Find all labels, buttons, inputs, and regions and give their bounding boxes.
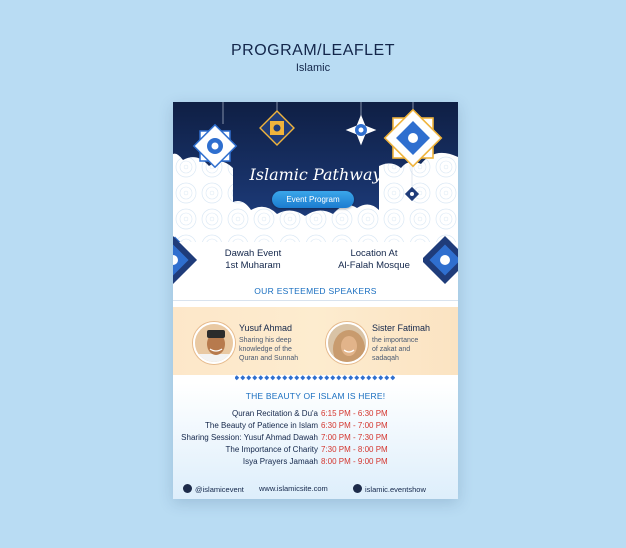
dot-ornament	[282, 375, 287, 380]
speaker-desc-line: Quran and Sunnah	[239, 355, 299, 362]
dot-border	[235, 375, 395, 381]
speaker-desc-line: of zakat and	[372, 346, 411, 353]
dot-ornament	[276, 375, 281, 380]
dot-ornament	[348, 375, 353, 380]
program-event: Sharing Session: Yusuf Ahmad Dawah	[181, 433, 318, 442]
event-program-pill: Event Program	[272, 191, 354, 208]
speaker-photo	[195, 324, 235, 364]
location-info	[319, 248, 429, 272]
star-ornament-icon	[173, 230, 199, 290]
program-event: Quran Recitation & Du'a	[231, 409, 318, 418]
video-icon	[353, 484, 362, 493]
dot-ornament	[330, 375, 335, 380]
dot-ornament	[378, 375, 383, 380]
page-subtitle: Islamic	[295, 62, 331, 74]
dot-ornament	[246, 375, 251, 380]
dot-ornament	[300, 375, 305, 380]
divider	[173, 300, 458, 301]
dot-ornament	[306, 375, 311, 380]
star-ornament-icon	[385, 110, 442, 167]
dot-ornament	[372, 375, 377, 380]
location-line-1: Location At	[350, 248, 398, 259]
speaker-name: Sister Fatimah	[372, 323, 431, 333]
program-event: The Beauty of Patience in Islam	[205, 421, 318, 430]
show-handle: islamic.eventshow	[365, 485, 426, 494]
dot-ornament	[318, 375, 323, 380]
brand-title: Islamic Pathway	[249, 165, 382, 184]
dot-ornament	[240, 375, 245, 380]
speaker-name: Yusuf Ahmad	[239, 323, 293, 333]
program-time: 8:00 PM - 9:00 PM	[321, 457, 388, 466]
star-ornament-icon	[194, 125, 236, 167]
avatar	[326, 322, 368, 364]
dot-ornament	[384, 375, 389, 380]
page-title: PROGRAM/LEAFLET	[231, 42, 395, 59]
program-time: 6:30 PM - 7:00 PM	[321, 421, 388, 430]
event-line-2: 1st Muharam	[225, 260, 281, 271]
event-line-1: Dawah Event	[224, 248, 282, 259]
speaker-description	[372, 336, 418, 363]
footer-show[interactable]	[353, 484, 426, 494]
speaker-desc-line: Sharing his deep	[239, 337, 292, 344]
dot-ornament	[258, 375, 263, 380]
instagram-icon	[183, 484, 192, 493]
program-time: 7:30 PM - 8:00 PM	[321, 445, 388, 454]
location-line-2: Al-Falah Mosque	[338, 260, 410, 271]
speaker-desc-line: the importance	[372, 337, 419, 344]
dot-ornament	[342, 375, 347, 380]
dot-ornament	[390, 375, 395, 380]
program-time: 6:15 PM - 6:30 PM	[321, 409, 388, 418]
speaker-desc-line: knowledge of the	[239, 346, 292, 353]
dot-ornament	[354, 375, 359, 380]
speaker-desc-line: sadaqah	[372, 355, 399, 362]
dot-ornament	[235, 375, 239, 380]
program-time: 7:00 PM - 7:30 PM	[321, 433, 388, 442]
speaker-photo	[328, 324, 368, 364]
website-link: www.islamicsite.com	[259, 484, 328, 493]
program-heading: THE BEAUTY OF ISLAM IS HERE!	[245, 391, 386, 401]
social-handle: @islamicevent	[195, 485, 244, 494]
dot-ornament	[294, 375, 299, 380]
dot-ornament	[324, 375, 329, 380]
dot-ornament	[366, 375, 371, 380]
dot-ornament	[336, 375, 341, 380]
speakers-heading: OUR ESTEEMED SPEAKERS	[254, 286, 377, 296]
speakers-band	[173, 307, 458, 375]
event-info	[213, 248, 293, 272]
avatar	[193, 322, 235, 364]
footer-social[interactable]	[183, 484, 244, 494]
speaker-description	[239, 336, 298, 363]
dot-ornament	[264, 375, 269, 380]
dot-ornament	[312, 375, 317, 380]
leaflet	[173, 102, 458, 499]
dot-ornament	[288, 375, 293, 380]
program-event: The Importance of Charity	[225, 445, 318, 454]
dot-ornament	[252, 375, 257, 380]
dot-ornament	[360, 375, 365, 380]
footer-website[interactable]	[259, 484, 328, 493]
program-event: Isya Prayers Jamaah	[242, 457, 318, 466]
dot-ornament	[270, 375, 275, 380]
